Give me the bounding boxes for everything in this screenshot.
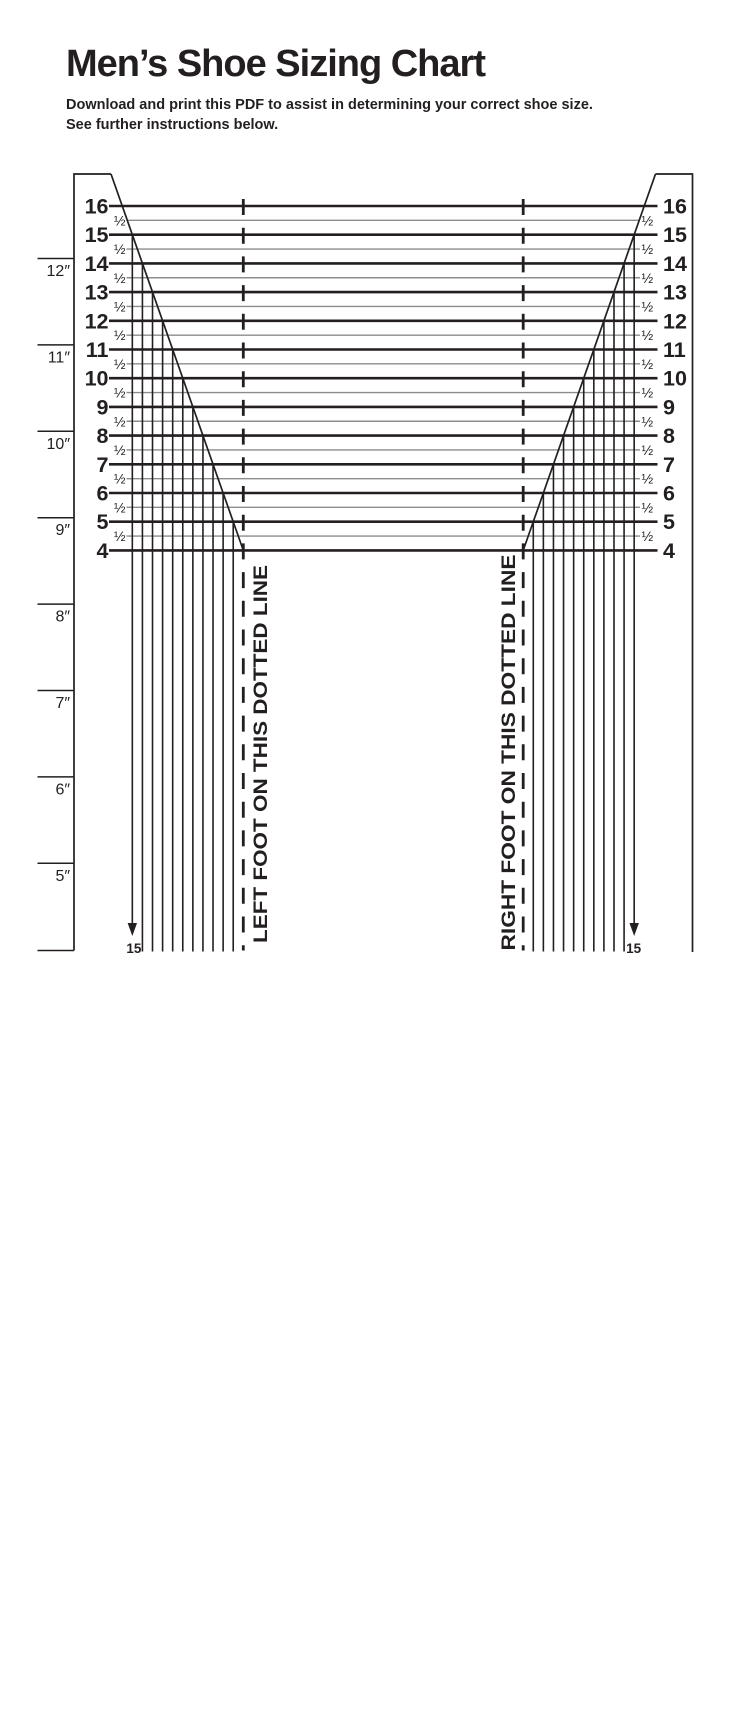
size-label-right: 9 bbox=[663, 395, 675, 420]
chart-frame bbox=[74, 174, 693, 952]
inch-label: 11″ bbox=[47, 349, 70, 367]
half-size-label-left: ½ bbox=[113, 355, 126, 372]
size-label-right: 14 bbox=[663, 251, 687, 276]
vertical-size-guides bbox=[126, 235, 641, 956]
right-foot-instruction: RIGHT FOOT ON THIS DOTTED LINE bbox=[498, 610, 520, 951]
size-label-left: 12 bbox=[84, 309, 109, 334]
left-foot-instruction: LEFT FOOT ON THIS DOTTED LINE bbox=[250, 614, 272, 943]
inch-label: 6″ bbox=[55, 781, 70, 799]
size-label-right: 15 bbox=[663, 223, 687, 248]
size-label-left: 8 bbox=[96, 424, 109, 449]
inch-label: 12″ bbox=[46, 263, 70, 280]
size-label-left: 10 bbox=[84, 366, 109, 391]
size-label-right: 5 bbox=[663, 510, 675, 535]
page-title: Men’s Shoe Sizing Chart bbox=[66, 43, 485, 85]
size-label-left: 4 bbox=[96, 538, 109, 563]
inch-label: 5″ bbox=[55, 867, 70, 885]
size-label-right: 12 bbox=[663, 309, 687, 334]
arrow-size-label: 15 bbox=[626, 941, 642, 956]
size-label-right: 7 bbox=[663, 452, 675, 477]
half-size-label-right: ½ bbox=[641, 441, 654, 458]
page-subtitle-line1: Download and print this PDF to assist in determining your correct shoe size. bbox=[66, 96, 593, 113]
half-size-label-left: ½ bbox=[113, 298, 126, 315]
dotted-foot-lines bbox=[243, 199, 523, 951]
page-subtitle bbox=[66, 95, 706, 136]
size-label-left: 13 bbox=[84, 280, 109, 305]
size-label-right: 16 bbox=[663, 194, 687, 219]
half-size-label-left: ½ bbox=[113, 499, 126, 516]
half-size-label-right: ½ bbox=[641, 528, 654, 545]
arrow-head bbox=[128, 923, 137, 936]
size-label-left: 5 bbox=[96, 510, 109, 535]
arrow-head bbox=[629, 923, 638, 936]
half-size-label-right: ½ bbox=[641, 241, 654, 258]
inch-label: 8″ bbox=[55, 608, 70, 626]
size-label-left: 7 bbox=[96, 452, 109, 477]
half-size-label-right: ½ bbox=[641, 470, 654, 487]
size-label-left: 15 bbox=[84, 223, 109, 248]
page-subtitle-line2: See further instructions below. bbox=[66, 117, 279, 134]
size-label-right: 4 bbox=[663, 538, 675, 563]
size-label-right: 10 bbox=[663, 366, 687, 391]
arrow-size-label: 15 bbox=[126, 941, 142, 956]
size-label-right: 13 bbox=[663, 280, 687, 305]
size-label-left: 6 bbox=[96, 481, 109, 506]
size-label-right: 11 bbox=[663, 338, 686, 362]
half-size-label-right: ½ bbox=[641, 413, 654, 430]
inch-label: 7″ bbox=[55, 695, 70, 712]
half-size-label-left: ½ bbox=[113, 413, 126, 430]
half-size-label-left: ½ bbox=[113, 327, 126, 344]
half-size-label-right: ½ bbox=[641, 327, 654, 344]
dotted-line-labels bbox=[250, 555, 520, 951]
page-header bbox=[66, 44, 706, 136]
half-size-label-left: ½ bbox=[113, 241, 126, 258]
half-size-label-left: ½ bbox=[113, 470, 126, 487]
inch-label: 10″ bbox=[46, 435, 70, 453]
size-label-left: 11 bbox=[85, 338, 109, 362]
size-label-right: 6 bbox=[663, 481, 675, 506]
size-label-left: 9 bbox=[96, 395, 109, 420]
inch-ruler bbox=[38, 259, 75, 951]
half-size-label-right: ½ bbox=[641, 355, 654, 372]
inch-label: 9″ bbox=[55, 522, 70, 540]
size-scale-rows bbox=[85, 195, 687, 563]
half-size-label-left: ½ bbox=[113, 528, 126, 545]
size-label-left: 16 bbox=[84, 194, 109, 219]
half-size-label-left: ½ bbox=[113, 441, 126, 458]
half-size-label-left: ½ bbox=[113, 269, 126, 286]
half-size-label-right: ½ bbox=[641, 384, 654, 401]
half-size-label-right: ½ bbox=[641, 298, 654, 315]
half-size-label-left: ½ bbox=[113, 384, 126, 401]
half-size-label-right: ½ bbox=[641, 212, 654, 229]
half-size-label-right: ½ bbox=[641, 499, 654, 516]
size-label-left: 14 bbox=[84, 251, 109, 276]
size-label-right: 8 bbox=[663, 424, 675, 449]
half-size-label-left: ½ bbox=[113, 212, 126, 229]
half-size-label-right: ½ bbox=[641, 269, 654, 286]
